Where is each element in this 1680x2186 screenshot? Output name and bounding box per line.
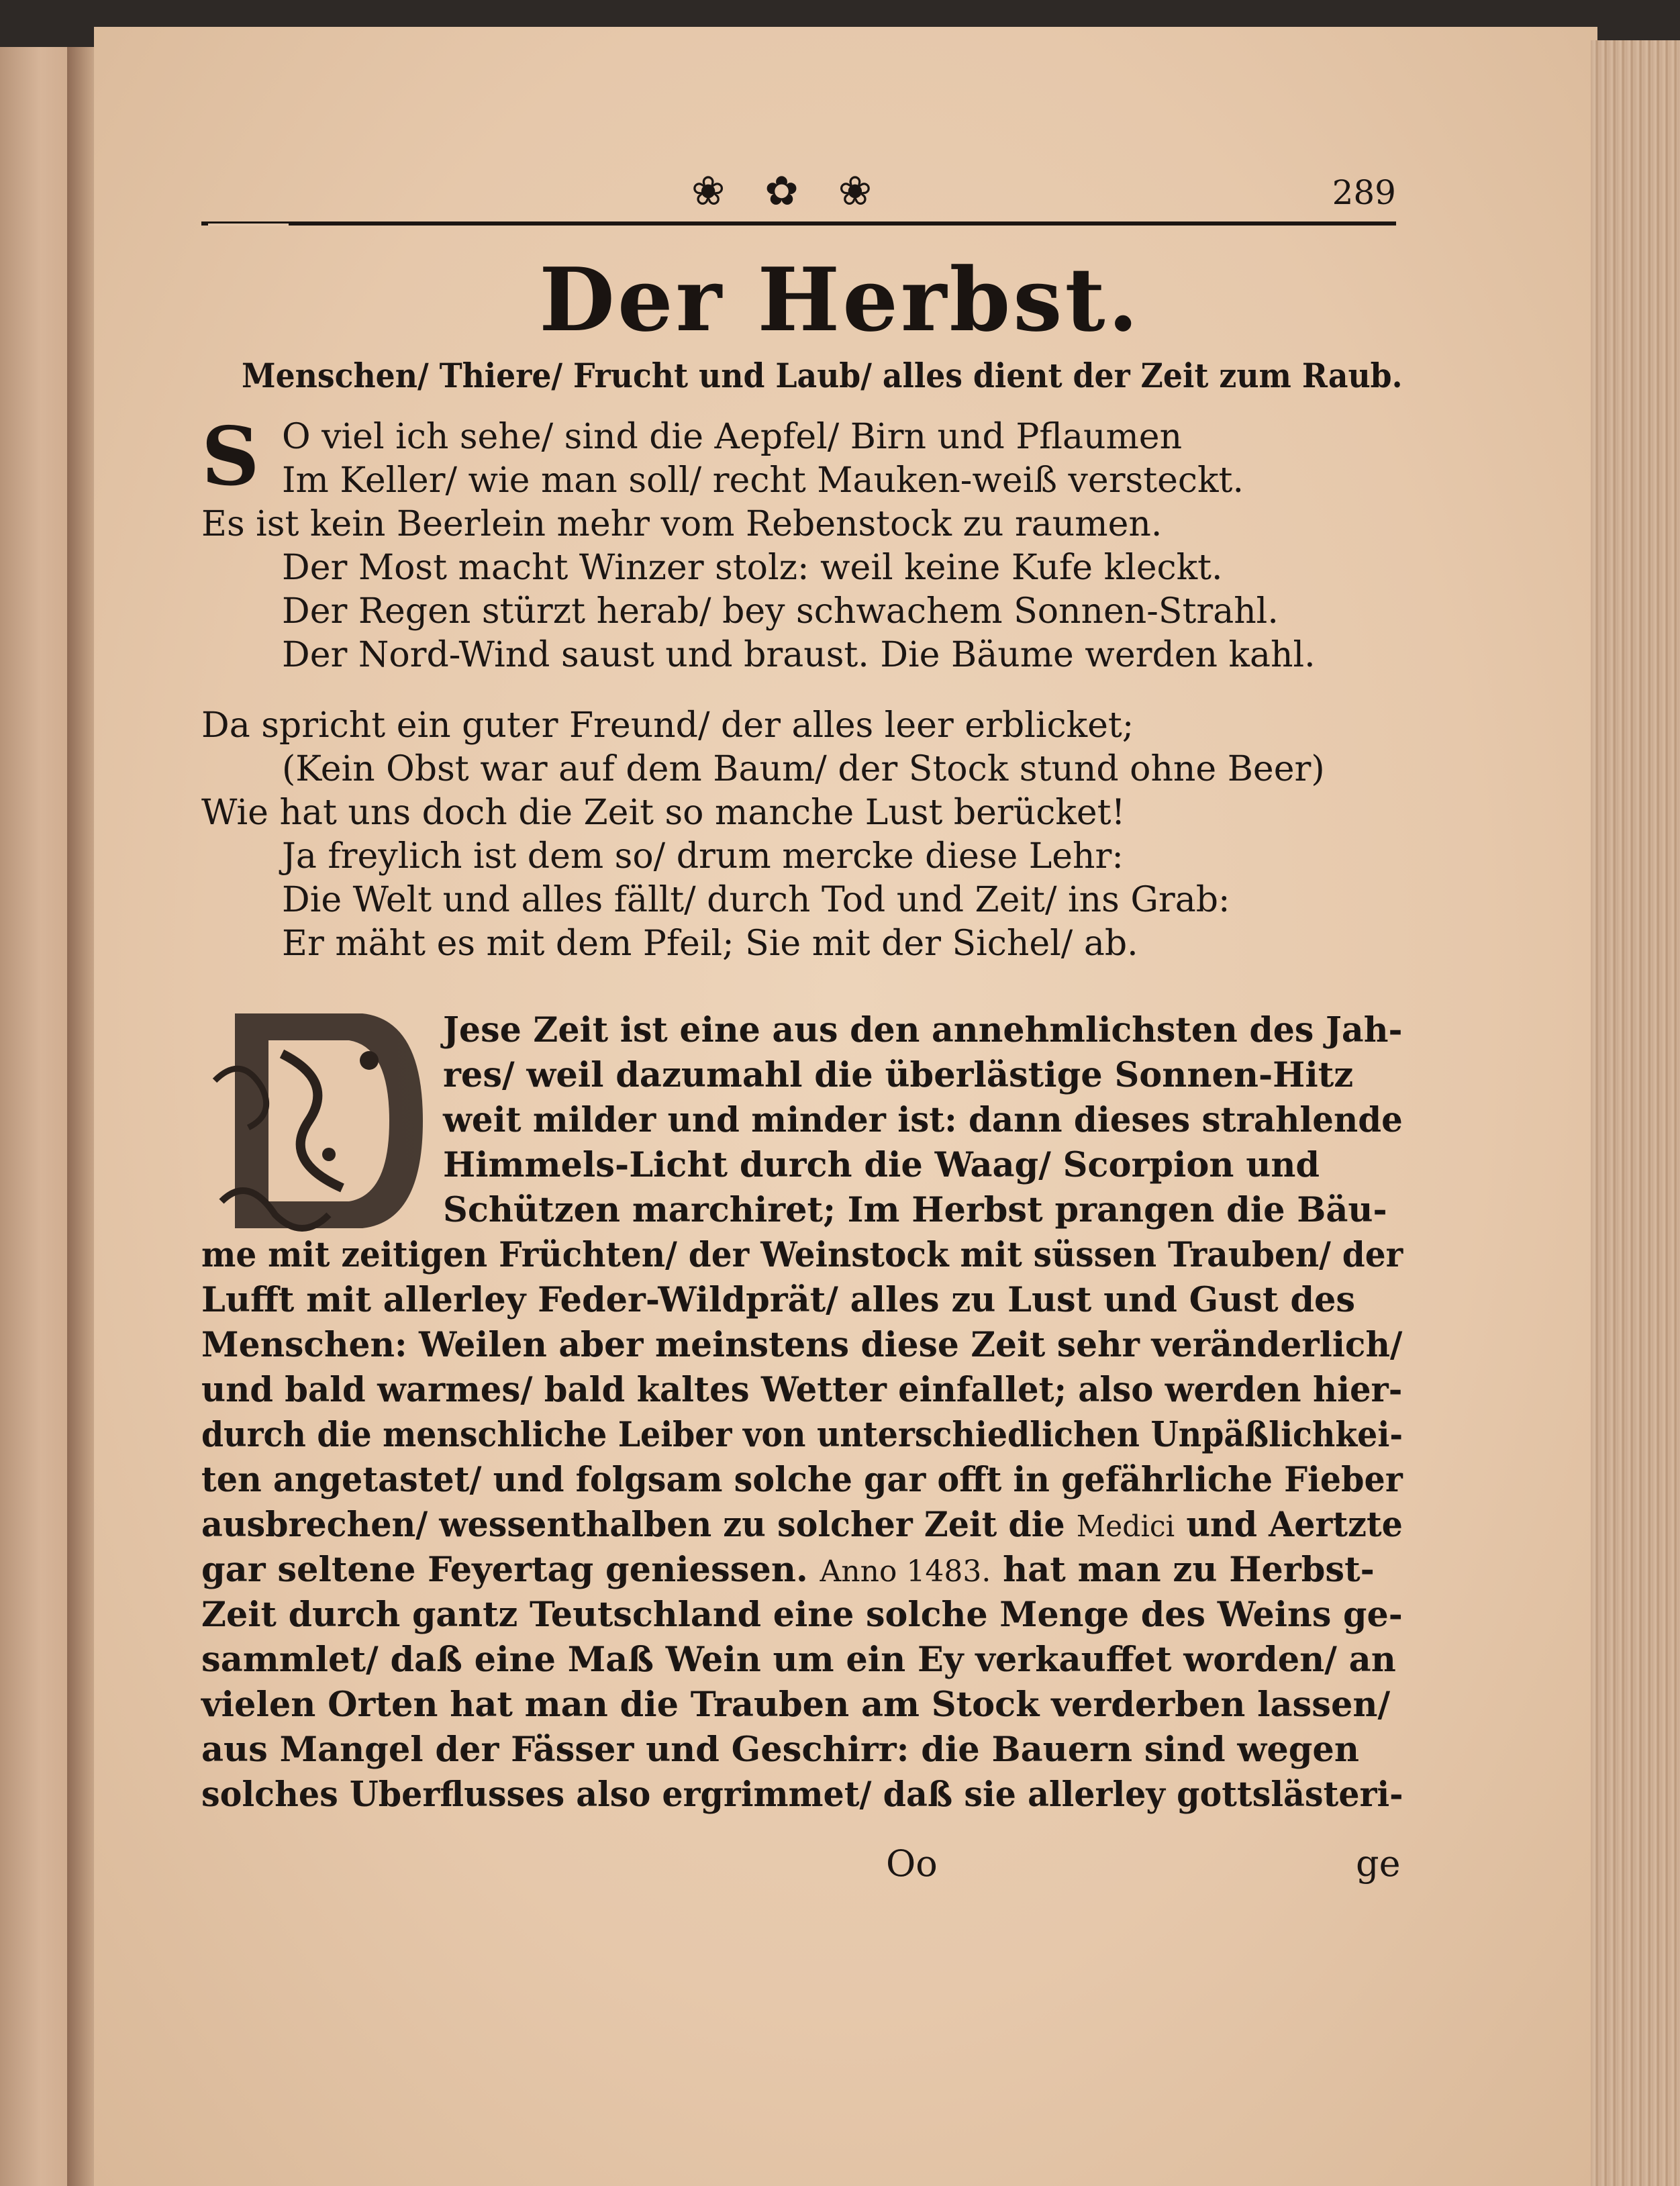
prose-line-medici xyxy=(201,1505,1403,1545)
decorated-initial-d xyxy=(208,1000,430,1242)
prose-text: ausbrechen/ wessenthalben zu solcher Zeit die xyxy=(201,1505,1065,1545)
poem-line: Es ist kein Beerlein mehr vom Rebenstock zu raumen. xyxy=(201,504,1163,544)
poem-line: (Kein Obst war auf dem Baum/ der Stock stund ohne Beer) xyxy=(282,749,1325,789)
header-ornaments: ❀ ✿ ❀ xyxy=(691,168,885,215)
page-number: 289 xyxy=(1332,173,1396,212)
poem-line: Die Welt und alles fällt/ durch Tod und Zeit/ ins Grab: xyxy=(282,880,1230,920)
motto-line: Menschen/ Thiere/ Frucht und Laub/ alles dient der Zeit zum Raub. xyxy=(242,356,1403,395)
prose-line: Zeit durch gantz Teutschland eine solche Menge des Weins ge- xyxy=(201,1595,1403,1635)
poem-line: O viel ich sehe/ sind die Aepfel/ Birn und Pflaumen xyxy=(282,417,1183,457)
poem-line: Der Regen stürzt herab/ bey schwachem Sonnen-Strahl. xyxy=(282,591,1279,632)
poem-line: Ja freylich ist dem so/ drum mercke diese Lehr: xyxy=(282,836,1124,877)
poem-line: Er mäht es mit dem Pfeil; Sie mit der Sichel/ ab. xyxy=(282,924,1138,964)
poem-line: Der Most macht Winzer stolz: weil keine Kufe kleckt. xyxy=(282,548,1223,588)
poem-line: Da spricht ein guter Freund/ der alles leer erblicket; xyxy=(201,705,1134,746)
prose-line: sammlet/ daß eine Maß Wein um ein Ey verkauffet worden/ an xyxy=(201,1640,1396,1680)
prose-text: hat man zu Herbst- xyxy=(1003,1550,1375,1590)
prose-line: aus Mangel der Fässer und Geschirr: die Bauern sind wegen xyxy=(201,1730,1359,1770)
header-rule xyxy=(201,221,1396,226)
signature-mark: Oo xyxy=(886,1842,938,1885)
latin-word: Medici xyxy=(1076,1509,1175,1544)
poem-line: Wie hat uns doch die Zeit so manche Lust berücket! xyxy=(201,793,1126,833)
poem-line: Im Keller/ wie man soll/ recht Mauken-weiß versteckt. xyxy=(282,460,1244,501)
prose-line: me mit zeitigen Früchten/ der Weinstock mit süssen Trauben/ der xyxy=(201,1235,1403,1275)
prose-line: und bald warmes/ bald kaltes Wetter einfallet; also werden hier- xyxy=(201,1370,1403,1410)
prose-line: solches Uberflusses also ergrimmet/ daß sie allerley gottslästeri- xyxy=(201,1775,1403,1815)
prose-text: gar seltene Feyertag geniessen. xyxy=(201,1550,808,1590)
header-rule-gap xyxy=(208,223,289,226)
prose-line: ten angetastet/ und folgsam solche gar offt in gefährliche Fieber xyxy=(201,1460,1403,1500)
prose-line: vielen Orten hat man die Trauben am Stock verderben lassen/ xyxy=(201,1685,1391,1725)
prose-line: weit milder und minder ist: dann dieses strahlende xyxy=(443,1100,1403,1140)
prose-line: durch die menschliche Leiber von unterschiedlichen Unpäßlichkei- xyxy=(201,1415,1403,1455)
prose-line: Lufft mit allerley Feder-Wildprät/ alles zu Lust und Gust des xyxy=(201,1280,1356,1320)
prose-line: Jese Zeit ist eine aus den annehmlichsten des Jah- xyxy=(443,1010,1403,1050)
poem-line: Der Nord-Wind saust und braust. Die Bäume werden kahl. xyxy=(282,635,1316,675)
catchword: ge xyxy=(1356,1842,1401,1885)
running-header xyxy=(201,168,1396,228)
prose-line: Schützen marchiret; Im Herbst prangen die Bäu- xyxy=(443,1190,1387,1230)
page-stack-edges xyxy=(1591,40,1680,2186)
prose-line: res/ weil dazumahl die überlästige Sonnen-Hitz xyxy=(443,1055,1354,1095)
prose-line: Himmels-Licht durch die Waag/ Scorpion und xyxy=(443,1145,1320,1185)
latin-date: Anno 1483. xyxy=(820,1554,991,1589)
prose-line-anno xyxy=(201,1550,1375,1590)
page-title: Der Herbst. xyxy=(539,248,1141,351)
prose-text: und Aertzte xyxy=(1186,1505,1403,1545)
prose-line: Menschen: Weilen aber meinstens diese Zeit sehr veränderlich/ xyxy=(201,1325,1403,1365)
poem-drop-letter: S xyxy=(201,409,260,504)
